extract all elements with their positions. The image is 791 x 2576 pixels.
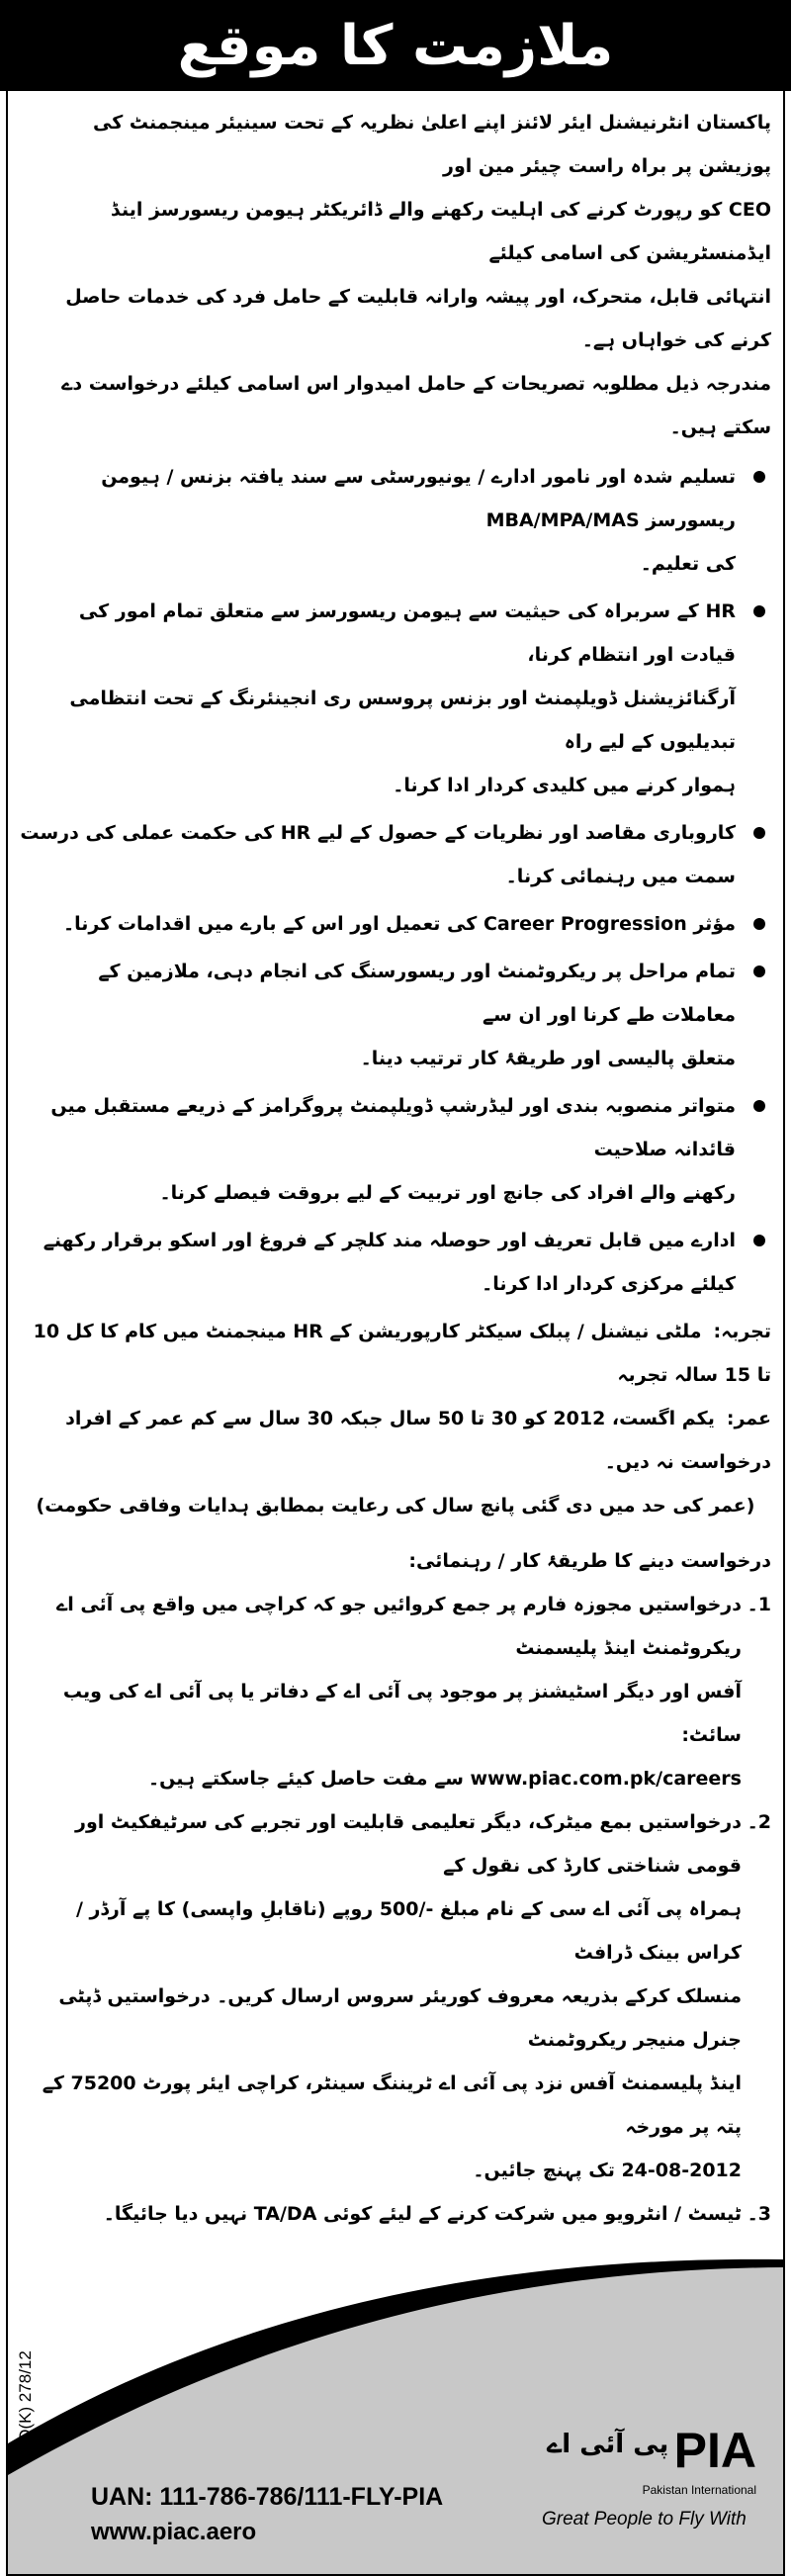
age-text: یکم اگست، 2012 کو 30 تا 50 سال جبکہ 30 سال سے کم عمر کے افراد درخواست نہ دیں۔ (65, 1408, 771, 1473)
intro-line: CEO کو رپورٹ کرنے کی اہلیت رکھنے والے ڈائریکٹر ہیومن ریسورسز اینڈ ایڈمنسٹریشن کی اسامی کیلئے (111, 199, 771, 264)
apply-step (20, 1583, 771, 1800)
step-line: اینڈ پلیسمنٹ آفس نزد پی آئی اے ٹریننگ سینٹر، کراچی ایئر پورٹ 75200 کے پتہ پر مورخہ (42, 2072, 742, 2138)
intro-line: پاکستان انٹرنیشنل ایئر لائنز اپنے اعلیٰ نظریہ کے تحت سینیئر مینجمنٹ کی پوزیشن پر براہ راست چیئر مین اور (93, 112, 771, 177)
bullet-icon (753, 918, 765, 930)
apply-step (20, 1800, 771, 2192)
bullet-icon (753, 1100, 765, 1112)
header-banner (0, 0, 791, 91)
website-link[interactable]: www.piac.aero (91, 2519, 257, 2545)
step-line: آفس اور دیگر اسٹیشنز پر موجود پی آئی اے کے دفاتر یا پی آئی اے کی ویب سائٹ: (62, 1681, 742, 1746)
list-item (20, 811, 771, 898)
footer (8, 2246, 783, 2574)
page-title: ملازمت کا موقع (177, 13, 614, 78)
bullet-icon (753, 827, 765, 839)
bullet-line: تسلیم شدہ اور نامور ادارے / یونیورسٹی سے سند یافتہ بزنس / ہیومن ریسورسز MBA/MPA/MAS (101, 466, 736, 531)
logo-urdu: پی آئی اے (547, 2430, 669, 2459)
tagline: Great People to Fly With (542, 2509, 747, 2530)
list-item (20, 455, 771, 586)
bullet-line: مؤثر Career Progression کی تعمیل اور اس کے بارے میں اقدامات کرنا۔ (62, 913, 736, 935)
bullet-line: ہموار کرنے میں کلیدی کردار ادا کرنا۔ (393, 775, 736, 796)
age-label: عمر: (726, 1408, 771, 1429)
intro-line: مندرجہ ذیل مطلوبہ تصریحات کے حامل امیدوار اس اسامی کیلئے درخواست دے سکتے ہیں۔ (61, 373, 771, 438)
apply-heading: درخواست دینے کا طریقۂ کار / رہنمائی: (408, 1550, 771, 1572)
list-item (20, 1219, 771, 1306)
step-line: ٹیسٹ / انٹرویو میں شرکت کرنے کے لیئے کوئی TA/DA نہیں دیا جائیگا۔ (103, 2203, 742, 2225)
step-number: 3۔ (747, 2203, 771, 2225)
logo-text: PIA (673, 2423, 756, 2478)
list-item (20, 1084, 771, 1215)
uan-number: UAN: 111-786-786/111-FLY-PIA (91, 2483, 444, 2511)
bullet-line: ادارے میں قابل تعریف اور حوصلہ مند کلچر کے فروغ اور اسکو برقرار رکھنے کیلئے مرکزی کردار ادا کرنا۔ (43, 1230, 736, 1295)
pia-logo (547, 2422, 764, 2501)
bullet-icon (753, 966, 765, 977)
intro-line: انتہائی قابل، متحرک، اور پیشہ وارانہ قابلیت کے حامل فرد کی خدمات حاصل کرنے کی خواہاں ہے۔ (65, 286, 771, 351)
apply-step (20, 2192, 771, 2236)
experience-label: تجربہ: (713, 1321, 771, 1342)
apply-steps (20, 1583, 771, 2236)
ad-border (6, 91, 785, 2576)
pid-code: PID(K) 278/12 (16, 2350, 35, 2457)
bullet-icon (753, 605, 765, 617)
age-row (20, 1397, 771, 1484)
list-item (20, 950, 771, 1080)
bullet-line: آرگنائزیشنل ڈویلپمنٹ اور بزنس پروسس ری انجینئرنگ کے تحت انتظامی تبدیلیوں کے لیے راہ (69, 688, 736, 753)
bullet-line: رکھنے والے افراد کی جانچ اور تربیت کے لیے بروقت فیصلے کرنا۔ (159, 1182, 736, 1204)
requirements-list (20, 455, 771, 1306)
age-note: (عمر کی حد میں دی گئی پانچ سال کی رعایت بمطابق ہدایات وفاقی حکومت) (36, 1495, 755, 1517)
step-line: 24-08-2012 تک پہنچ جائیں۔ (473, 2160, 742, 2181)
bullet-line: کی تعلیم۔ (640, 553, 736, 575)
step-line: منسلک کرکے بذریعہ معروف کوریئر سروس ارسال کریں۔ درخواستیں ڈپٹی جنرل منیجر ریکروٹمنٹ (58, 1985, 742, 2051)
experience-row (20, 1310, 771, 1397)
list-item (20, 590, 771, 807)
ad-content (8, 91, 783, 2246)
bullet-icon (753, 1235, 765, 1246)
step-number: 1۔ (747, 1594, 771, 1615)
bullet-line: تمام مراحل پر ریکروٹمنٹ اور ریسورسنگ کی انجام دہی، ملازمین کے معاملات طے کرنا اور ان سے (98, 961, 736, 1026)
logo-subtitle: Pakistan International (642, 2483, 756, 2497)
list-item (20, 902, 771, 946)
bullet-line: HR کے سربراہ کی حیثیت سے ہیومن ریسورسز سے متعلق تمام امور کی قیادت اور انتظام کرنا، (78, 600, 736, 666)
bullet-line: متواتر منصوبہ بندی اور لیڈرشپ ڈویلپمنٹ پروگرامز کے ذریعے مستقبل میں قائدانہ صلاحیت (50, 1095, 736, 1160)
step-line: درخواستیں بمع میٹرک، دیگر تعلیمی قابلیت اور تجربے کی سرٹیفکیٹ اور قومی شناختی کارڈ کی نقول کے (75, 1811, 742, 1877)
bullet-line: متعلق پالیسی اور طریقۂ کار ترتیب دینا۔ (360, 1048, 736, 1069)
bullet-line: کاروباری مقاصد اور نظریات کے حصول کے لیے HR کی حکمت عملی کی درست سمت میں رہنمائی کرنا۔ (20, 822, 736, 887)
step-line: www.piac.com.pk/careers سے مفت حاصل کیئے جاسکتے ہیں۔ (148, 1768, 742, 1790)
step-line: درخواستیں مجوزہ فارم پر جمع کروائیں جو کہ کراچی میں واقع پی آئی اے ریکروٹمنٹ اینڈ پلیسمنٹ (56, 1594, 742, 1659)
experience-text: ملٹی نیشنل / پبلک سیکٹر کارپوریشن کے HR مینجمنٹ میں کام کا کل 10 تا 15 سالہ تجربہ (33, 1321, 771, 1386)
step-number: 2۔ (747, 1811, 771, 1833)
intro-paragraph (20, 101, 771, 449)
bullet-icon (753, 471, 765, 483)
step-line: ہمراہ پی آئی اے سی کے نام مبلغ -/500 روپے (ناقابلِ واپسی) کا پے آرڈر / کراس بینک ڈرافٹ (75, 1898, 742, 1964)
